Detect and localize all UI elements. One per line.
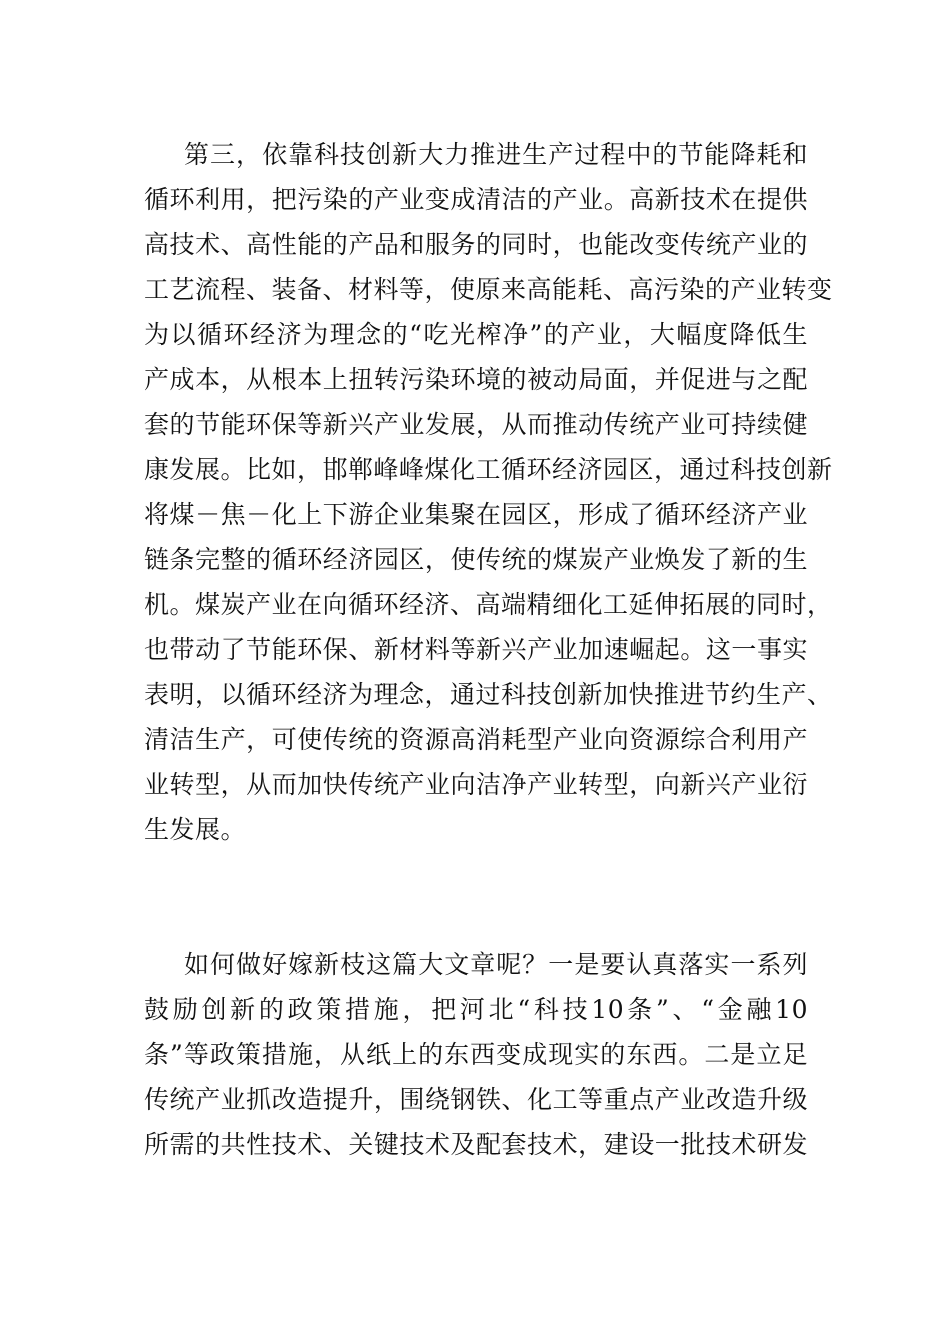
text-line: 循环利用，把污染的产业变成清洁的产业。高新技术在提供 (144, 185, 808, 214)
text-line: 也带动了节能环保、新材料等新兴产业加速崛起。这一事实 (144, 635, 808, 664)
text-line: 机。煤炭产业在向循环经济、高端精细化工延伸拓展的同时， (144, 590, 833, 619)
text-line: 康发展。比如，邯郸峰峰煤化工循环经济园区，通过科技创新 (144, 455, 833, 484)
paragraph-tech-innovation (144, 132, 833, 852)
text-line: 第三，依靠科技创新大力推进生产过程中的节能降耗和 (184, 140, 808, 169)
text-line: 套的节能环保等新兴产业发展，从而推动传统产业可持续健 (144, 410, 808, 439)
text-line: 将煤－焦－化上下游企业集聚在园区，形成了循环经济产业 (144, 500, 808, 529)
text-line: 清洁生产，可使传统的资源高消耗型产业向资源综合利用产 (144, 725, 808, 754)
text-line: 如何做好嫁新枝这篇大文章呢？一是要认真落实一系列 (184, 950, 808, 979)
text-line: 链条完整的循环经济园区，使传统的煤炭产业焕发了新的生 (144, 545, 808, 574)
text-line: 高技术、高性能的产品和服务的同时，也能改变传统产业的 (144, 230, 808, 259)
text-line: 传统产业抓改造提升，围绕钢铁、化工等重点产业改造升级 (144, 1085, 808, 1114)
paragraph-how-to (144, 942, 808, 1167)
text-line: 表明，以循环经济为理念，通过科技创新加快推进节约生产、 (144, 680, 833, 709)
text-line: 为以循环经济为理念的“吃光榨净”的产业，大幅度降低生 (144, 320, 808, 349)
text-line: 条”等政策措施，从纸上的东西变成现实的东西。二是立足 (144, 1040, 808, 1069)
text-line: 工艺流程、装备、材料等，使原来高能耗、高污染的产业转变 (144, 275, 833, 304)
text-line: 鼓励创新的政策措施，把河北“科技10条”、“金融10 (144, 995, 808, 1024)
text-line: 生发展。 (144, 815, 247, 844)
text-line: 所需的共性技术、关键技术及配套技术，建设一批技术研发 (144, 1130, 808, 1159)
text-line: 业转型，从而加快传统产业向洁净产业转型，向新兴产业衍 (144, 770, 808, 799)
text-line: 产成本，从根本上扭转污染环境的被动局面，并促进与之配 (144, 365, 808, 394)
